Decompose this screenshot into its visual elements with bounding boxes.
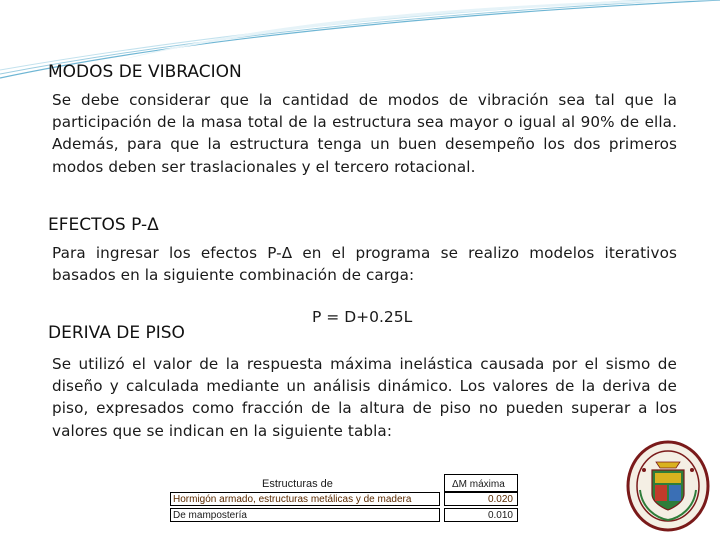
modes-heading: MODOS DE VIBRACION: [48, 62, 242, 82]
drift-heading: DERIVA DE PISO: [48, 323, 185, 343]
load-combination-formula: P = D+0.25L: [312, 308, 413, 326]
table-cell-value: 0.010: [444, 508, 518, 522]
table-cell-value: 0.020: [444, 492, 518, 506]
university-seal-icon: [626, 440, 710, 532]
table-cell-structure: Hormigón armado, estructuras metálicas y de madera: [170, 492, 440, 506]
drift-paragraph: Se utilizó el valor de la respuesta máxima inelástica causada por el sismo de diseño y calculada mediante un análisis dinámico. Los valores de la deriva de piso, expresados como fracción de la altura de piso no pueden superar a los valores que se indican en la siguiente tabla:: [52, 355, 677, 440]
table-cell-structure: De mampostería: [170, 508, 440, 522]
p-delta-paragraph: Para ingresar los efectos P-Δ en el programa se realizo modelos iterativos basados en la siguiente combinación de carga:: [52, 244, 677, 285]
modes-paragraph: Se debe considerar que la cantidad de modos de vibración sea tal que la participación de la masa total de la estructura sea mayor o igual al 90% de ella. Además, para que la estructura tenga un buen desempeño los dos primeros modos deben ser traslacionales y el tercero rotacional.: [52, 91, 677, 176]
p-delta-heading: EFECTOS P-Δ: [48, 215, 159, 235]
table-header-structures: Estructuras de: [262, 478, 333, 490]
table-header-max-drift: ΔM máxima: [452, 479, 505, 490]
